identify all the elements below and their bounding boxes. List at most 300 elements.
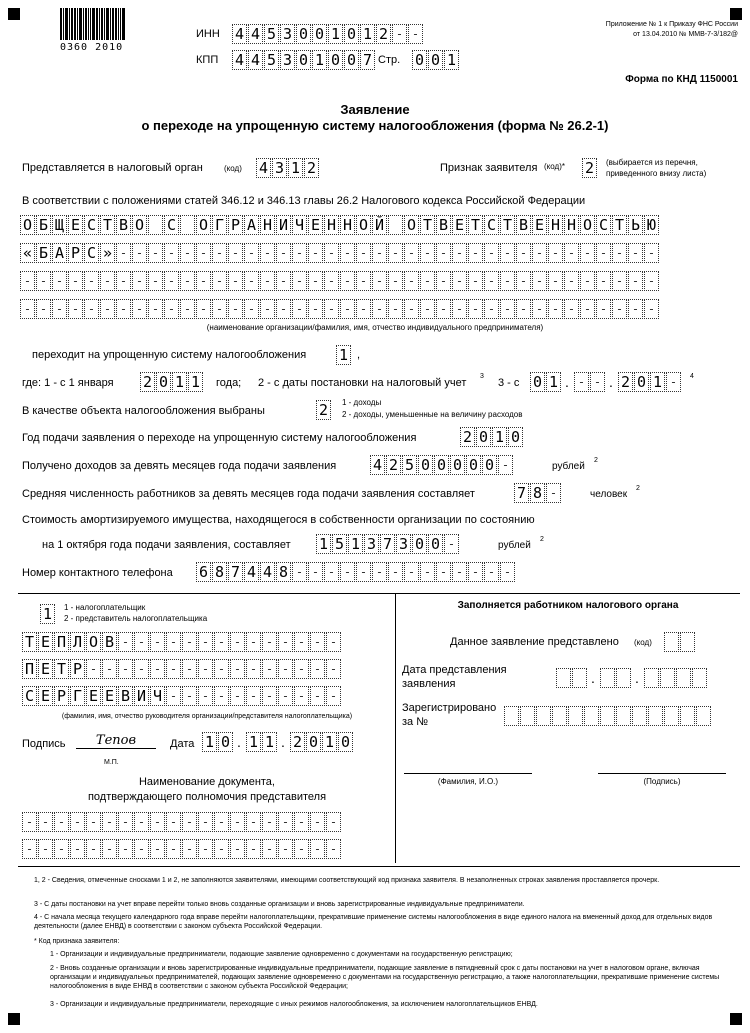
char-cell: -	[436, 271, 451, 291]
char-cell: 1	[492, 427, 507, 447]
char-cell: -	[420, 271, 435, 291]
char-cell: -	[500, 243, 515, 263]
empty-cell	[696, 706, 711, 726]
char-cell: 1	[348, 534, 363, 554]
empty-cell	[556, 668, 571, 688]
char-cell: -	[166, 659, 181, 679]
char-cell: -	[596, 299, 611, 319]
empty-cell	[648, 706, 663, 726]
tax-authority-label: Представляется в налоговый орган	[22, 162, 203, 174]
char-cell: -	[52, 271, 67, 291]
char-cell: -	[628, 243, 643, 263]
char-cell: Р	[228, 215, 243, 235]
char-cell: -	[278, 839, 293, 859]
page-label: Стр.	[378, 54, 401, 66]
char-cell: -	[310, 686, 325, 706]
char-cell: -	[372, 299, 387, 319]
char-cell: -	[180, 271, 195, 291]
char-cell: -	[212, 243, 227, 263]
transition-day-cells	[530, 372, 562, 392]
char-cell: -	[38, 812, 53, 832]
char-cell: 1	[262, 732, 277, 752]
char-cell: Е	[102, 686, 117, 706]
page-cells	[412, 50, 460, 70]
char-cell: -	[214, 632, 229, 652]
income-cells	[370, 455, 514, 475]
char-cell: 0	[218, 732, 233, 752]
char-cell: И	[276, 215, 291, 235]
char-cell: Л	[70, 632, 85, 652]
char-cell: -	[546, 483, 561, 503]
char-cell: «	[20, 243, 35, 263]
char-cell: 1	[328, 24, 343, 44]
char-cell: 0	[418, 455, 433, 475]
transition-yr-cells	[618, 372, 682, 392]
char-cell: -	[276, 271, 291, 291]
char-cell: -	[134, 812, 149, 832]
property-label-2: на 1 октября года подачи заявления, составляет	[42, 539, 291, 551]
org-name-row-2	[20, 243, 660, 263]
char-cell: 4	[248, 50, 263, 70]
char-cell: -	[230, 686, 245, 706]
char-cell: 0	[344, 24, 359, 44]
empty-cell	[552, 706, 567, 726]
char-cell: -	[310, 659, 325, 679]
empty-cell	[568, 706, 583, 726]
signer-type-cells	[40, 604, 56, 624]
signature: Тепов	[76, 733, 156, 749]
char-cell: -	[244, 271, 259, 291]
char-cell: -	[436, 562, 451, 582]
char-cell: -	[388, 299, 403, 319]
char-cell: -	[580, 243, 595, 263]
char-cell: 0	[466, 455, 481, 475]
char-cell: -	[212, 299, 227, 319]
char-cell: -	[356, 562, 371, 582]
char-cell: В	[118, 686, 133, 706]
char-cell: -	[388, 271, 403, 291]
char-cell: 3	[364, 534, 379, 554]
char-cell: -	[54, 812, 69, 832]
char-cell: -	[548, 299, 563, 319]
char-cell: -	[372, 271, 387, 291]
char-cell: -	[228, 271, 243, 291]
title-line-2: о переходе на упрощенную систему налогообложения (форма № 26.2-1)	[141, 118, 609, 133]
appendix-line-1: Приложение № 1 к Приказу ФНС России	[605, 21, 738, 28]
form-code: Форма по КНД 1150001	[625, 74, 738, 85]
char-cell: -	[516, 299, 531, 319]
char-cell: О	[356, 215, 371, 235]
char-cell: 1	[288, 158, 303, 178]
char-cell: -	[198, 632, 213, 652]
column-divider	[395, 593, 396, 863]
char-cell: -	[356, 243, 371, 263]
char-cell: С	[84, 215, 99, 235]
char-cell: Е	[68, 215, 83, 235]
empty-cell	[536, 706, 551, 726]
char-cell: Т	[54, 659, 69, 679]
footnote-code-2: 2 - Вновь созданные организации и вновь зарегистрированные индивидуальные предприниматели, подающие заявление в пятидневный срок с даты постановки на учет в налоговом органе, включая организации и индивидуальных предпринимателей, подающих заявление одновременно с документами на государственную регистрацию, а также налогоплательщики, прекратившие применение системы налогообложения в виде ЕНВД в соответствии с законом субъекта Российской Федерации;	[50, 965, 720, 990]
char-cell: -	[292, 271, 307, 291]
char-cell: -	[596, 243, 611, 263]
org-name-row-4	[20, 299, 660, 319]
char-cell: -	[22, 839, 37, 859]
empty-cell	[676, 668, 691, 688]
char-cell: Е	[452, 215, 467, 235]
employees-unit: человек	[590, 489, 628, 500]
char-cell: О	[86, 632, 101, 652]
org-name-caption: (наименование организации/фамилия, имя, отчество индивидуального предпринимателя)	[206, 323, 544, 332]
char-cell: 7	[360, 50, 375, 70]
char-cell: 1	[444, 50, 459, 70]
char-cell: -	[468, 243, 483, 263]
char-cell: 1	[650, 372, 665, 392]
char-cell: -	[392, 24, 407, 44]
empty-cell	[572, 668, 587, 688]
char-cell: 1	[316, 534, 331, 554]
char-cell: -	[340, 562, 355, 582]
footnote-divider	[18, 866, 740, 867]
char-cell: -	[212, 271, 227, 291]
char-cell: 1	[322, 732, 337, 752]
empty-cell	[680, 632, 695, 652]
char-cell: -	[612, 299, 627, 319]
transition-year-suffix: года;	[216, 377, 242, 389]
footnote-3: 3 - С даты постановки на учет вправе перейти только вновь созданные организации и вновь зарегистрированные индивидуальные предприниматели.	[34, 901, 525, 908]
char-cell: 0	[412, 50, 427, 70]
applicant-sign-note-1: (выбирается из перечня,	[606, 158, 698, 167]
char-cell: -	[356, 299, 371, 319]
char-cell: 1	[188, 372, 203, 392]
char-cell: -	[36, 299, 51, 319]
char-cell: 8	[212, 562, 227, 582]
char-cell: -	[294, 632, 309, 652]
char-cell: О	[580, 215, 595, 235]
property-sup: 2	[540, 536, 544, 543]
char-cell: 4	[248, 24, 263, 44]
char-cell: -	[292, 243, 307, 263]
char-cell: -	[262, 686, 277, 706]
char-cell: -	[230, 839, 245, 859]
char-cell: -	[164, 299, 179, 319]
char-cell: -	[548, 243, 563, 263]
char-cell: Ч	[292, 215, 307, 235]
char-cell: -	[644, 299, 659, 319]
char-cell: -	[532, 243, 547, 263]
official-date-label-1: Дата представления	[402, 664, 507, 676]
char-cell: 5	[264, 24, 279, 44]
tax-object-option-2: 2 - доходы, уменьшенные на величину расходов	[342, 410, 523, 419]
char-cell: -	[666, 372, 681, 392]
char-cell: 7	[380, 534, 395, 554]
char-cell: 0	[530, 372, 545, 392]
char-cell: -	[564, 243, 579, 263]
official-date-dot-1: .	[591, 670, 595, 686]
char-cell: -	[484, 299, 499, 319]
empty-cell	[600, 706, 615, 726]
char-cell: -	[230, 659, 245, 679]
char-cell: 5	[332, 534, 347, 554]
char-cell: -	[294, 686, 309, 706]
char-cell: -	[134, 632, 149, 652]
char-cell: В	[116, 215, 131, 235]
signer-name-row-2	[22, 659, 342, 679]
char-cell: 2	[376, 24, 391, 44]
char-cell: 1	[246, 732, 261, 752]
char-cell: 4	[232, 50, 247, 70]
char-cell: -	[230, 812, 245, 832]
char-cell: -	[166, 686, 181, 706]
char-cell: -	[580, 299, 595, 319]
char-cell: -	[102, 812, 117, 832]
org-name-row-3	[20, 271, 660, 291]
char-cell: -	[182, 632, 197, 652]
char-cell: -	[262, 659, 277, 679]
char-cell: -	[260, 299, 275, 319]
char-cell: Т	[500, 215, 515, 235]
char-cell: О	[20, 215, 35, 235]
signer-name-caption: (фамилия, имя, отчество руководителя организации/представителя налогоплательщика)	[61, 713, 353, 720]
char-cell: -	[116, 271, 131, 291]
char-cell: 1	[336, 345, 351, 365]
char-cell: Е	[38, 686, 53, 706]
char-cell: -	[404, 299, 419, 319]
char-cell: 4	[370, 455, 385, 475]
char-cell: 0	[634, 372, 649, 392]
appendix-line-2: от 13.04.2010 № ММВ-7-3/182@	[633, 31, 738, 38]
char-cell: С	[596, 215, 611, 235]
footnote-code-3: 3 - Организации и индивидуальные предприниматели, переходящие с иных режимов налогообложения, за исключением налогоплательщиков ЕНВД.	[50, 1001, 538, 1008]
tax-authority-code-label: (код)	[224, 164, 242, 173]
char-cell: -	[310, 812, 325, 832]
char-cell: 2	[386, 455, 401, 475]
empty-cell	[600, 668, 615, 688]
char-cell: 7	[514, 483, 529, 503]
char-cell: Е	[38, 632, 53, 652]
property-cells	[316, 534, 460, 554]
tax-object-option-1: 1 - доходы	[342, 398, 382, 407]
official-date-day	[556, 668, 588, 688]
char-cell: -	[388, 562, 403, 582]
char-cell: -	[20, 271, 35, 291]
char-cell: -	[516, 271, 531, 291]
char-cell: -	[612, 243, 627, 263]
char-cell: П	[22, 659, 37, 679]
char-cell: 0	[344, 50, 359, 70]
char-cell: 3	[272, 158, 287, 178]
char-cell: 4	[256, 158, 271, 178]
char-cell: 0	[482, 455, 497, 475]
char-cell: -	[404, 243, 419, 263]
char-cell: 8	[530, 483, 545, 503]
transition-option-3-sup: 4	[690, 373, 694, 380]
official-date-dot-2: .	[635, 670, 639, 686]
char-cell: -	[246, 686, 261, 706]
kpp-cells	[232, 50, 376, 70]
char-cell: -	[326, 812, 341, 832]
char-cell: 1	[312, 50, 327, 70]
transition-where-label: где: 1 - с 1 января	[22, 377, 114, 389]
official-fio-caption: (Фамилия, И.О.)	[437, 777, 499, 786]
char-cell: 0	[428, 50, 443, 70]
char-cell: -	[198, 686, 213, 706]
char-cell: -	[294, 839, 309, 859]
char-cell: »	[100, 243, 115, 263]
footnote-1: 1, 2 - Сведения, отмеченные сносками 1 и 2, не заполняются заявителями, имеющими соответствующий код признака заявителя. В незаполненных строках заявления проставляется прочерк.	[34, 877, 660, 884]
char-cell: 4	[232, 24, 247, 44]
char-cell: -	[198, 839, 213, 859]
char-cell: -	[214, 659, 229, 679]
char-cell: -	[230, 632, 245, 652]
char-cell: О	[132, 215, 147, 235]
char-cell: В	[436, 215, 451, 235]
char-cell: -	[262, 839, 277, 859]
char-cell: -	[100, 271, 115, 291]
char-cell: -	[38, 839, 53, 859]
footnote-applicant-code: * Код признака заявителя:	[34, 938, 120, 945]
char-cell: О	[404, 215, 419, 235]
char-cell: -	[214, 812, 229, 832]
char-cell: -	[228, 299, 243, 319]
empty-cell	[644, 668, 659, 688]
char-cell: -	[68, 271, 83, 291]
char-cell: 1	[546, 372, 561, 392]
char-cell: -	[86, 812, 101, 832]
char-cell: 0	[296, 24, 311, 44]
transition-date-dot-1: .	[565, 374, 569, 390]
char-cell: 2	[140, 372, 155, 392]
char-cell: А	[244, 215, 259, 235]
char-cell: 2	[290, 732, 305, 752]
barcode	[60, 8, 126, 40]
char-cell: -	[150, 659, 165, 679]
char-cell: -	[340, 271, 355, 291]
filing-year-label: Год подачи заявления о переходе на упрощенную систему налогообложения	[22, 432, 417, 444]
char-cell: Е	[532, 215, 547, 235]
char-cell: Е	[86, 686, 101, 706]
char-cell: -	[100, 299, 115, 319]
char-cell: Т	[420, 215, 435, 235]
document-title-1: Наименование документа,	[138, 776, 275, 788]
filing-year-cells	[460, 427, 524, 447]
char-cell: Р	[68, 243, 83, 263]
char-cell: 3	[396, 534, 411, 554]
char-cell: -	[340, 299, 355, 319]
char-cell: -	[372, 562, 387, 582]
income-label: Получено доходов за девять месяцев года подачи заявления	[22, 460, 337, 472]
char-cell: -	[118, 632, 133, 652]
official-date-label-2: заявления	[402, 678, 456, 690]
char-cell	[148, 215, 163, 235]
official-fio-line	[404, 773, 532, 774]
applicant-sign-note-2: приведенного внизу листа)	[606, 169, 707, 178]
char-cell: -	[340, 243, 355, 263]
char-cell: Р	[70, 659, 85, 679]
char-cell: -	[246, 839, 261, 859]
char-cell: -	[408, 24, 423, 44]
signature-label: Подпись	[22, 738, 66, 750]
char-cell: -	[548, 271, 563, 291]
char-cell: -	[278, 812, 293, 832]
signature-date-year	[290, 732, 354, 752]
char-cell: -	[452, 271, 467, 291]
char-cell: 3	[280, 24, 295, 44]
barcode-number: 0360 2010	[60, 42, 124, 53]
char-cell: Б	[36, 243, 51, 263]
document-row-1	[22, 812, 342, 832]
char-cell: -	[404, 562, 419, 582]
char-cell: -	[182, 812, 197, 832]
char-cell: -	[468, 271, 483, 291]
char-cell: -	[150, 812, 165, 832]
char-cell: -	[420, 562, 435, 582]
corner-mark-top-right	[730, 8, 742, 20]
official-date-year	[644, 668, 708, 688]
char-cell: -	[182, 659, 197, 679]
char-cell: Т	[468, 215, 483, 235]
char-cell: Б	[36, 215, 51, 235]
corner-mark-top-left	[8, 8, 20, 20]
char-cell: 2	[304, 158, 319, 178]
char-cell: -	[260, 271, 275, 291]
char-cell: -	[278, 632, 293, 652]
char-cell	[388, 215, 403, 235]
char-cell: -	[118, 659, 133, 679]
char-cell: -	[214, 686, 229, 706]
char-cell: Й	[372, 215, 387, 235]
char-cell: С	[22, 686, 37, 706]
title-line-1: Заявление	[340, 102, 410, 117]
char-cell: В	[516, 215, 531, 235]
char-cell: -	[166, 632, 181, 652]
stamp-place: М.П.	[104, 759, 119, 766]
char-cell: -	[292, 299, 307, 319]
transition-comma: ,	[357, 349, 361, 361]
property-label-1: Стоимость амортизируемого имущества, находящегося в собственности организации по состоянию	[22, 514, 535, 526]
char-cell: 5	[402, 455, 417, 475]
document-row-2	[22, 839, 342, 859]
char-cell: -	[484, 562, 499, 582]
char-cell: -	[134, 839, 149, 859]
char-cell: -	[116, 243, 131, 263]
char-cell: -	[132, 271, 147, 291]
char-cell: -	[22, 812, 37, 832]
char-cell: В	[102, 632, 117, 652]
char-cell: -	[564, 271, 579, 291]
char-cell: -	[70, 839, 85, 859]
char-cell: -	[452, 562, 467, 582]
char-cell: -	[86, 839, 101, 859]
corner-mark-bottom-left	[8, 1013, 20, 1025]
char-cell: 6	[196, 562, 211, 582]
char-cell: -	[404, 271, 419, 291]
transition-cells	[336, 345, 352, 365]
tax-object-label: В качестве объекта налогообложения выбраны	[22, 405, 265, 417]
signer-type-option-1: 1 - налогоплательщик	[64, 603, 146, 612]
char-cell: -	[84, 271, 99, 291]
char-cell: -	[262, 632, 277, 652]
char-cell: А	[52, 243, 67, 263]
char-cell: 2	[460, 427, 475, 447]
char-cell: -	[246, 812, 261, 832]
char-cell: -	[228, 243, 243, 263]
char-cell: -	[590, 372, 605, 392]
signature-date-label: Дата	[170, 738, 195, 750]
char-cell: -	[628, 271, 643, 291]
char-cell: -	[198, 659, 213, 679]
char-cell: -	[116, 299, 131, 319]
char-cell: 0	[328, 50, 343, 70]
